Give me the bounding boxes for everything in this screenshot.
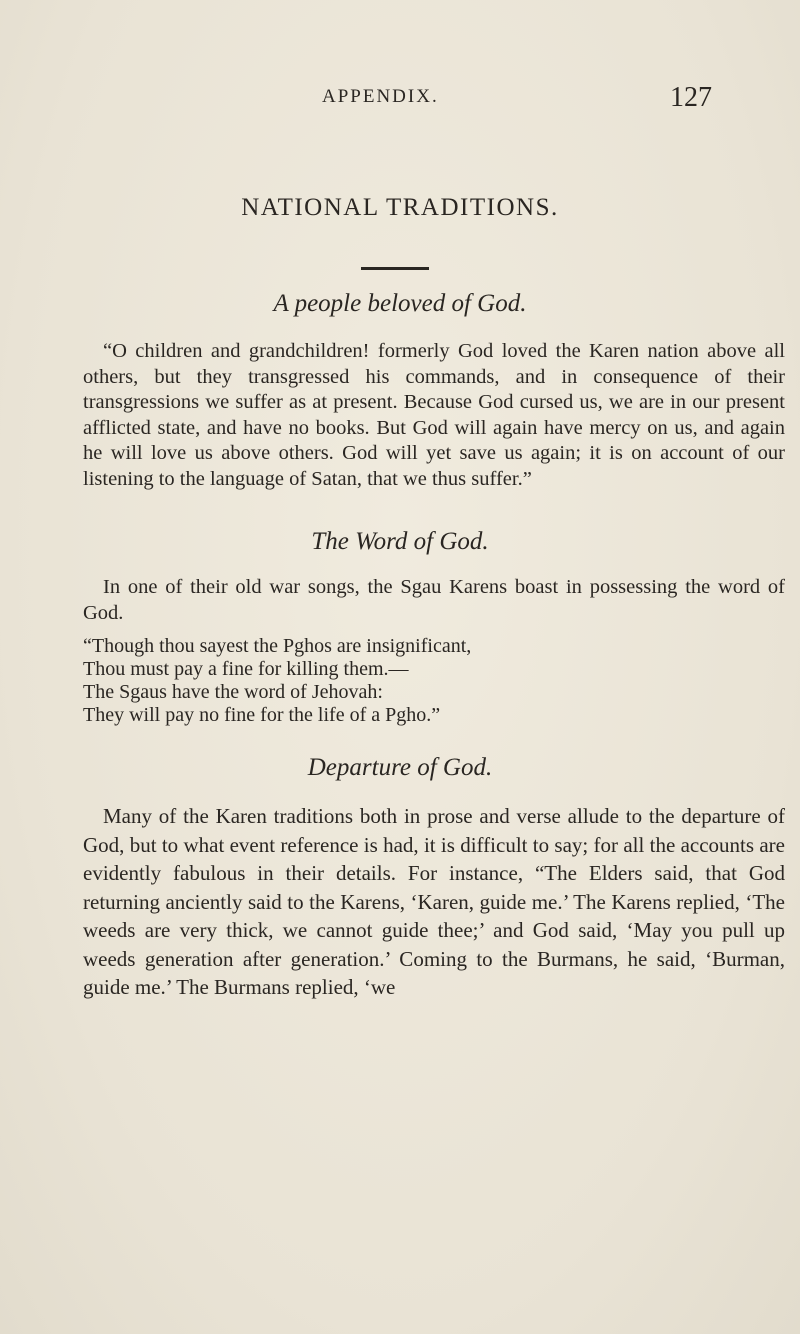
paragraph-beloved: “O children and grandchildren! formerly God loved the Karen nation above all others, but they transgressed his commands, and in consequence of their transgressions we suffer as at present. Because God cursed us, we are in our present afflicted state, and have no books. But God will again have mercy on us, and again he will love us above others. God will yet save us again; it is on account of our listening to the language of Satan, that we thus suffer.” (83, 340, 785, 490)
chapter-title: NATIONAL TRADITIONS. (241, 194, 559, 221)
running-head (0, 82, 800, 122)
section-heading-word: The Word of God. (311, 528, 489, 555)
verse-line: “Though thou sayest the Pghos are insignificant, (83, 635, 472, 657)
title-rule (361, 267, 429, 270)
paragraph-departure: Many of the Karen traditions both in prose and verse allude to the departure of God, but to what event reference is had, it is difficult to say; for all the accounts are evidently fabulous in their details. For instance, “The Elders said, that God returning anciently said to the Karens, ‘Karen, guide me.’ The Karens replied, ‘The weeds are very thick, we cannot guide thee;’ and God said, ‘May you pull up weeds generation after generation.’ Coming to the Burmans, he said, ‘Burman, guide me.’ The Burmans replied, ‘we (83, 804, 785, 999)
section-heading-departure: Departure of God. (307, 754, 493, 781)
verse-line: Thou must pay a fine for killing them.— (83, 658, 409, 680)
verse-line: They will pay no fine for the life of a Pgho.” (83, 704, 441, 726)
verse-line: The Sgaus have the word of Jehovah: (83, 681, 383, 703)
paragraph-word: In one of their old war songs, the Sgau Karens boast in possessing the word of God. (83, 576, 785, 624)
section-heading-beloved: A people beloved of God. (273, 290, 527, 317)
page-number: 127 (670, 82, 712, 113)
war-song-verse (83, 635, 785, 727)
running-title: APPENDIX. (322, 86, 439, 107)
